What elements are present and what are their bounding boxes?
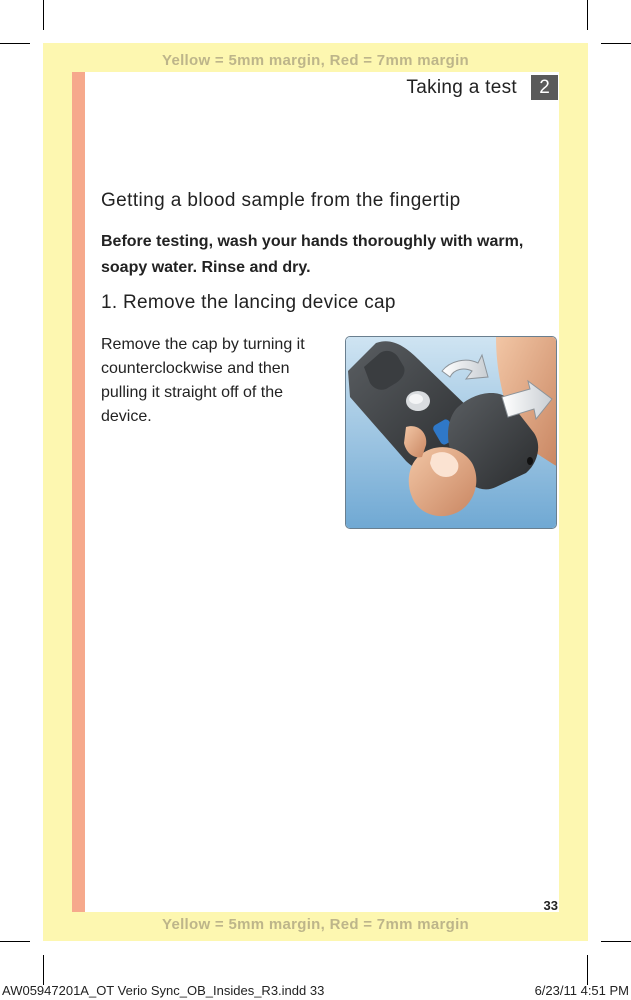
crop-mark [43, 0, 44, 30]
print-slug-filename: AW05947201A_OT Verio Sync_OB_Insides_R3.indd 33 [2, 983, 325, 998]
margin-note-bottom: Yellow = 5mm margin, Red = 7mm margin [161, 916, 470, 933]
crop-mark [587, 955, 588, 985]
intro-text: Before testing, wash your hands thoroughly with warm, soapy water. Rinse and dry. [101, 233, 524, 276]
crop-mark [0, 941, 30, 942]
illustration-drawing [346, 337, 557, 529]
page-number: 33 [543, 898, 558, 913]
step-body: Remove the cap by turning it counterclockwise and then pulling it straight off of the device. [101, 336, 305, 425]
step-heading: 1. Remove the lancing device cap [101, 292, 396, 313]
section-title: Taking a test [406, 76, 517, 98]
crop-mark [587, 0, 588, 30]
crop-mark [43, 955, 44, 985]
lancing-device-cap-removal-illustration [345, 336, 557, 529]
chapter-badge: 2 [531, 75, 558, 100]
section-heading: Getting a blood sample from the fingertip [101, 190, 461, 211]
print-slug-timestamp: 6/23/11 4:51 PM [534, 983, 629, 998]
red-margin-bar [72, 72, 85, 912]
section-header [406, 75, 558, 100]
crop-mark [601, 43, 631, 44]
crop-mark [0, 43, 30, 44]
margin-note-top: Yellow = 5mm margin, Red = 7mm margin [161, 52, 470, 69]
crop-mark [601, 941, 631, 942]
